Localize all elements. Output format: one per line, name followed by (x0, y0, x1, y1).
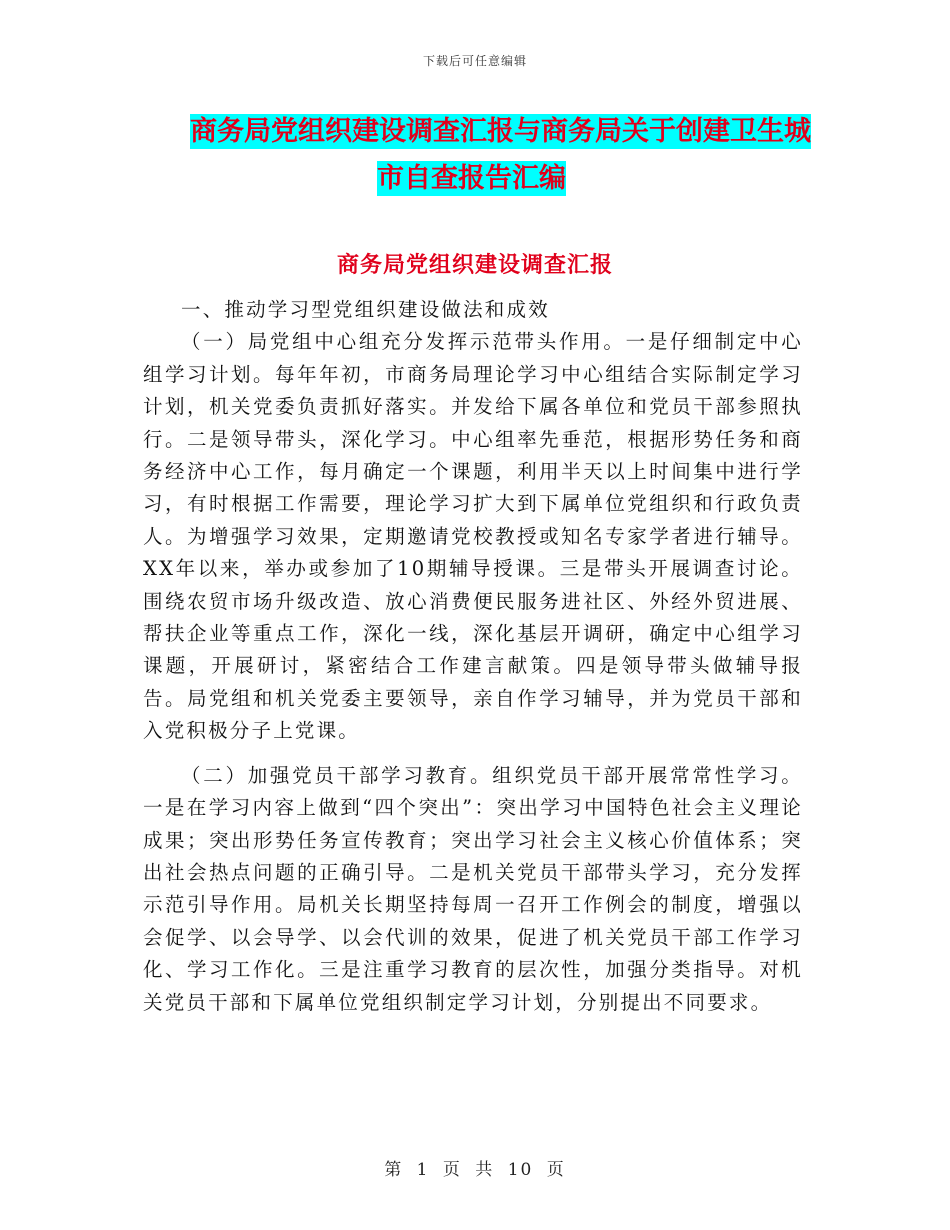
document-title-line-1 (190, 108, 810, 155)
paragraph-2: （二）加强党员干部学习教育。组织党员干部开展常常性学习。一是在学习内容上做到“四个突出”：突出学习中国特色社会主义理论成果；突出形势任务宣传教育；突出学习社会主义核心价值体系；突出社会热点问题的正确引导。二是机关党员干部带头学习，充分发挥示范引导作用。局机关长期坚持每周一召开工作例会的制度，增强以会促学、以会导学、以会代训的效果，促进了机关党员干部工作学习化、学习工作化。三是注重学习教育的层次性，加强分类指导。对机关党员干部和下属单位党组织制定学习计划，分别提出不同要求。 (143, 763, 803, 1014)
header-note: 下载后可任意编辑 (422, 54, 527, 68)
section-title: 商务局党组织建设调查汇报 (336, 253, 613, 278)
document-title (190, 108, 810, 202)
paragraph-1: （一）局党组中心组充分发挥示范带头作用。一是仔细制定中心组学习计划。每年年初，市商务局理论学习中心组结合实际制定学习计划，机关党委负责抓好落实。并发给下属各单位和党员干部参照执行。二是领导带头，深化学习。中心组率先垂范，根据形势任务和商务经济中心工作，每月确定一个课题，利用半天以上时间集中进行学习，有时根据工作需要，理论学习扩大到下属单位党组织和行政负责人。为增强学习效果，定期邀请党校教授或知名专家学者进行辅导。XX年以来，举办或参加了10期辅导授课。三是带头开展调查讨论。围绕农贸市场升级改造、放心消费便民服务进社区、外经外贸进展、帮扶企业等重点工作，深化一线，深化基层开调研，确定中心组学习课题，开展研讨，紧密结合工作建言献策。四是领导带头做辅导报告。局党组和机关党委主要领导，亲自作学习辅导，并为党员干部和入党积极分子上党课。 (143, 330, 803, 743)
heading-level-1: 一、推动学习型党组织建设做法和成效 (181, 298, 550, 321)
title-highlight-1: 商务局党组织建设调查汇报与商务局关于创建卫生城 (190, 116, 811, 147)
title-highlight-2: 市自查报告汇编 (377, 163, 566, 194)
page-footer: 第 1 页 共 10 页 (384, 1160, 566, 1180)
document-body (143, 294, 803, 1019)
document-title-line-2 (190, 155, 810, 202)
